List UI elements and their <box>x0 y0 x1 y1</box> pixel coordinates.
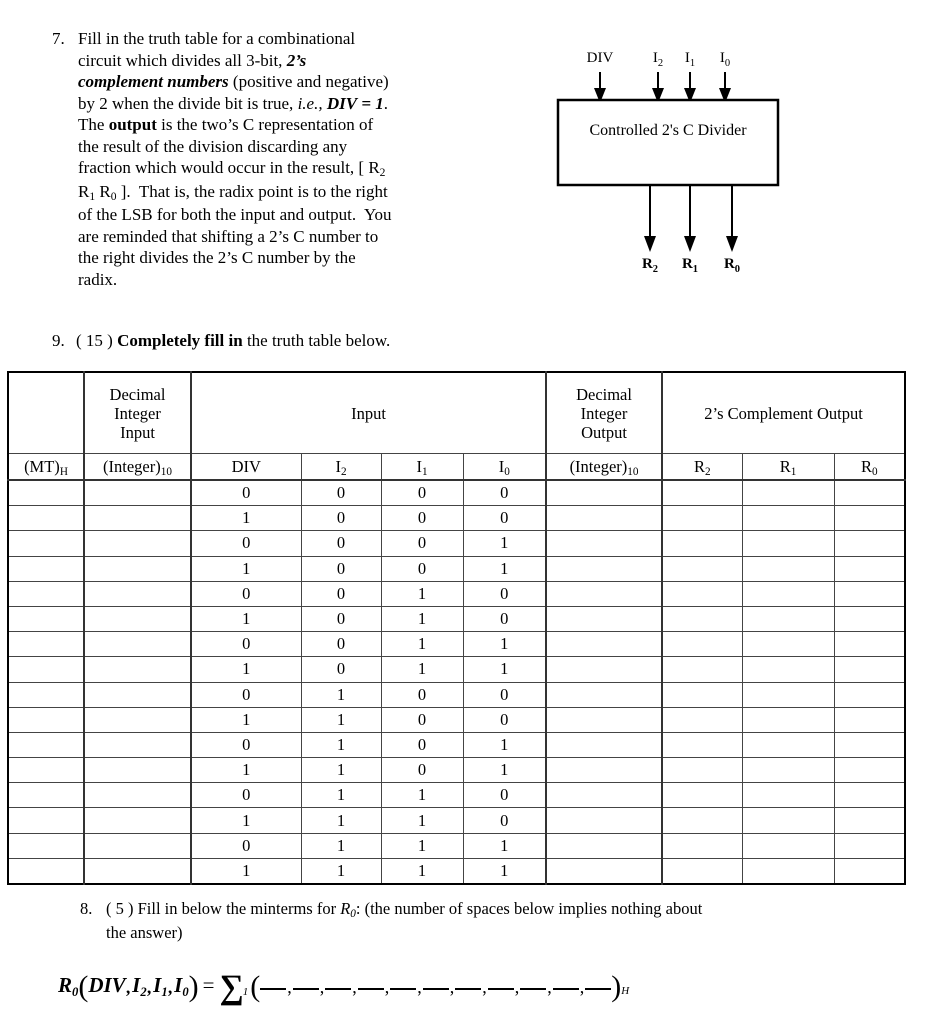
cell-i2: 0 <box>301 556 381 581</box>
formula-args: $DIV,I_2,I_1,I_0$ <box>88 972 189 999</box>
cell-r0[interactable] <box>834 707 905 732</box>
cell-r0[interactable] <box>834 480 905 506</box>
cell-i2: 1 <box>301 732 381 757</box>
input-arrow-i2 <box>652 72 664 103</box>
q7-line-2: circuit which divides all 3-bit, 2’s <box>78 50 307 70</box>
q7-line-6: the result of the division discarding any <box>78 136 348 156</box>
cell-i2: 1 <box>301 783 381 808</box>
cell-i2: 1 <box>301 858 381 884</box>
header-r1: $R_1$ <box>742 454 834 481</box>
table-row <box>8 783 905 808</box>
minterm-blank[interactable] <box>260 974 286 990</box>
cell-r1[interactable] <box>742 707 834 732</box>
truth-table-container <box>7 371 904 885</box>
cell-div: 0 <box>191 783 301 808</box>
cell-r2[interactable] <box>662 581 742 606</box>
cell-decimal-output[interactable] <box>546 606 662 631</box>
input-label-i0: $I_0$ <box>719 50 731 69</box>
cell-decimal-output[interactable] <box>546 682 662 707</box>
table-row <box>8 858 905 884</box>
cell-i1: 1 <box>381 581 463 606</box>
cell-mt[interactable] <box>8 732 84 757</box>
cell-r2[interactable] <box>662 833 742 858</box>
cell-i1: 0 <box>381 707 463 732</box>
cell-decimal-input[interactable] <box>84 682 191 707</box>
output-arrow-r0 <box>726 185 738 252</box>
cell-decimal-output[interactable] <box>546 480 662 506</box>
minterm-blank[interactable] <box>553 974 579 990</box>
cell-r2[interactable] <box>662 808 742 833</box>
minterm-comma: , <box>287 976 292 997</box>
minterm-comma: , <box>547 976 552 997</box>
cell-decimal-output[interactable] <box>546 758 662 783</box>
cell-decimal-output[interactable] <box>546 657 662 682</box>
cell-div: 0 <box>191 632 301 657</box>
minterm-blank[interactable] <box>520 974 546 990</box>
input-arrow-i1 <box>684 72 696 103</box>
cell-r1[interactable] <box>742 556 834 581</box>
cell-mt[interactable] <box>8 833 84 858</box>
cell-decimal-output[interactable] <box>546 858 662 884</box>
minterm-blank[interactable] <box>488 974 514 990</box>
q7-line-8: $R_1$ $R_0$ ]. That is, the radix point is to the right <box>78 181 388 203</box>
table-row <box>8 480 905 506</box>
formula-hex-subscript: H <box>621 985 630 997</box>
cell-decimal-output[interactable] <box>546 808 662 833</box>
cell-i1: 1 <box>381 632 463 657</box>
cell-i0: 1 <box>463 758 546 783</box>
cell-i2: 0 <box>301 480 381 506</box>
cell-mt[interactable] <box>8 606 84 631</box>
question-9 <box>52 330 752 352</box>
cell-decimal-output[interactable] <box>546 783 662 808</box>
header-integer-dec-in: $(Integer)_{10}$ <box>84 454 191 481</box>
minterm-comma: , <box>579 976 585 997</box>
minterm-comma: , <box>319 976 325 997</box>
minterm-comma: , <box>384 976 390 997</box>
header-i1: $I_1$ <box>381 454 463 481</box>
question-8 <box>80 898 880 943</box>
cell-i2: 0 <box>301 531 381 556</box>
cell-r0[interactable] <box>834 606 905 631</box>
cell-mt[interactable] <box>8 632 84 657</box>
cell-r2[interactable] <box>662 657 742 682</box>
cell-i0: 1 <box>463 657 546 682</box>
cell-decimal-input[interactable] <box>84 808 191 833</box>
cell-i1: 1 <box>381 657 463 682</box>
cell-div: 0 <box>191 732 301 757</box>
q7-line-1: Fill in the truth table for a combinational <box>78 29 356 48</box>
question-9-text <box>76 330 752 352</box>
cell-r1[interactable] <box>742 833 834 858</box>
cell-mt[interactable] <box>8 531 84 556</box>
cell-i1: 1 <box>381 783 463 808</box>
table-header-top-row <box>8 372 905 454</box>
cell-i2: 0 <box>301 506 381 531</box>
cell-mt[interactable] <box>8 506 84 531</box>
cell-i2: 0 <box>301 632 381 657</box>
q7-line-5: The output is the two’s C representation of <box>78 115 374 134</box>
cell-decimal-output[interactable] <box>546 556 662 581</box>
cell-i2: 1 <box>301 758 381 783</box>
q7-line-9: of the LSB for both the input and output. You <box>78 205 392 224</box>
cell-div: 0 <box>191 480 301 506</box>
q8-text-b: : (the number of spaces below implies nothing about <box>355 899 703 918</box>
cell-mt[interactable] <box>8 480 84 506</box>
minterm-comma: , <box>417 976 422 997</box>
minterm-blank[interactable] <box>390 974 416 990</box>
divider-box-label: Controlled 2's C Divider <box>589 122 747 139</box>
cell-mt[interactable] <box>8 808 84 833</box>
cell-decimal-input[interactable] <box>84 556 191 581</box>
input-arrow-i0 <box>719 72 731 103</box>
cell-decimal-input[interactable] <box>84 833 191 858</box>
cell-r1[interactable] <box>742 682 834 707</box>
cell-r2[interactable] <box>662 531 742 556</box>
cell-r2[interactable] <box>662 506 742 531</box>
cell-div: 1 <box>191 707 301 732</box>
circuit-diagram <box>520 30 940 280</box>
truth-table-body <box>8 480 905 884</box>
cell-r2[interactable] <box>662 632 742 657</box>
header-i0: $I_0$ <box>463 454 546 481</box>
cell-i2: 0 <box>301 657 381 682</box>
cell-r2[interactable] <box>662 732 742 757</box>
question-7-number: 7. <box>52 29 65 48</box>
minterm-blank[interactable] <box>358 974 384 990</box>
cell-div: 0 <box>191 531 301 556</box>
cell-i0: 0 <box>463 506 546 531</box>
table-row <box>8 707 905 732</box>
summation-subscript: 1 <box>242 986 249 998</box>
cell-i0: 0 <box>463 480 546 506</box>
minterm-comma: , <box>352 976 357 997</box>
cell-decimal-output[interactable] <box>546 732 662 757</box>
cell-decimal-output[interactable] <box>546 632 662 657</box>
cell-decimal-input[interactable] <box>84 707 191 732</box>
cell-div: 1 <box>191 606 301 631</box>
cell-r1[interactable] <box>742 506 834 531</box>
cell-i1: 0 <box>381 531 463 556</box>
header-div: DIV <box>191 454 301 481</box>
cell-i0: 0 <box>463 606 546 631</box>
cell-r1[interactable] <box>742 758 834 783</box>
cell-i1: 1 <box>381 833 463 858</box>
circuit-diagram-svg <box>520 30 940 280</box>
cell-r1[interactable] <box>742 606 834 631</box>
cell-div: 1 <box>191 858 301 884</box>
cell-i0: 1 <box>463 632 546 657</box>
cell-i1: 1 <box>381 808 463 833</box>
cell-decimal-input[interactable] <box>84 632 191 657</box>
header-decimal-integer-input: Decimal Integer Input <box>84 372 191 454</box>
table-row <box>8 506 905 531</box>
formula-lhs: $R_0$ <box>58 972 79 999</box>
question-7 <box>52 28 472 290</box>
cell-r1[interactable] <box>742 808 834 833</box>
output-arrow-r2 <box>644 185 656 252</box>
input-label-i1: $I_1$ <box>684 50 696 69</box>
table-row <box>8 833 905 858</box>
cell-mt[interactable] <box>8 707 84 732</box>
minterm-blank[interactable] <box>423 974 449 990</box>
output-label-r1: $R_1$ <box>681 256 699 275</box>
table-header-sub-row <box>8 454 905 481</box>
cell-i1: 0 <box>381 556 463 581</box>
cell-decimal-input[interactable] <box>84 858 191 884</box>
cell-r1[interactable] <box>742 581 834 606</box>
cell-mt[interactable] <box>8 657 84 682</box>
minterm-comma: , <box>514 976 520 997</box>
table-row <box>8 531 905 556</box>
table-row <box>8 682 905 707</box>
q8-line-1 <box>106 898 880 922</box>
cell-r2[interactable] <box>662 682 742 707</box>
cell-r0[interactable] <box>834 581 905 606</box>
cell-decimal-input[interactable] <box>84 506 191 531</box>
table-row <box>8 657 905 682</box>
q7-line-12: radix. <box>78 269 118 289</box>
cell-decimal-output[interactable] <box>546 531 662 556</box>
cell-i1: 0 <box>381 506 463 531</box>
header-i2: $I_2$ <box>301 454 381 481</box>
output-label-r0: $R_0$ <box>723 256 741 275</box>
cell-mt[interactable] <box>8 581 84 606</box>
cell-i0: 0 <box>463 707 546 732</box>
minterm-blank[interactable] <box>455 974 481 990</box>
cell-i0: 1 <box>463 833 546 858</box>
cell-i2: 1 <box>301 682 381 707</box>
question-9-number: 9. <box>52 331 65 350</box>
q8-line-2: the answer) <box>106 923 183 942</box>
q7-line-4: by 2 when the divide bit is true, i.e., DIV = 1. <box>78 93 389 113</box>
table-row <box>8 556 905 581</box>
cell-r2[interactable] <box>662 556 742 581</box>
minterm-blank[interactable] <box>293 974 319 990</box>
cell-div: 1 <box>191 657 301 682</box>
cell-r1[interactable] <box>742 480 834 506</box>
cell-i0: 0 <box>463 808 546 833</box>
cell-r0[interactable] <box>834 682 905 707</box>
header-mt-hex: $(MT)_H$ <box>8 454 84 481</box>
cell-i0: 1 <box>463 732 546 757</box>
cell-i1: 0 <box>381 732 463 757</box>
cell-div: 0 <box>191 833 301 858</box>
cell-r2[interactable] <box>662 606 742 631</box>
output-arrow-r1 <box>684 185 696 252</box>
cell-i0: 0 <box>463 783 546 808</box>
cell-i2: 0 <box>301 581 381 606</box>
cell-mt[interactable] <box>8 758 84 783</box>
output-label-r2: $R_2$ <box>641 256 659 275</box>
cell-r2[interactable] <box>662 783 742 808</box>
header-decimal-integer-output: Decimal Integer Output <box>546 372 662 454</box>
truth-table <box>7 371 906 885</box>
question-8-number: 8. <box>80 899 93 918</box>
cell-div: 0 <box>191 682 301 707</box>
input-label-i2: $I_2$ <box>652 50 664 69</box>
cell-decimal-input[interactable] <box>84 531 191 556</box>
header-integer-dec-out: $(Integer)_{10}$ <box>546 454 662 481</box>
cell-r1[interactable] <box>742 858 834 884</box>
cell-r1[interactable] <box>742 657 834 682</box>
cell-r1[interactable] <box>742 732 834 757</box>
cell-i1: 0 <box>381 758 463 783</box>
cell-i0: 1 <box>463 556 546 581</box>
cell-r0[interactable] <box>834 732 905 757</box>
cell-r0[interactable] <box>834 632 905 657</box>
cell-decimal-output[interactable] <box>546 506 662 531</box>
cell-i2: 1 <box>301 707 381 732</box>
cell-decimal-input[interactable] <box>84 657 191 682</box>
question-9-points: ( 15 ) <box>76 331 113 350</box>
header-input-group: Input <box>191 372 546 454</box>
question-7-text <box>78 28 472 290</box>
cell-i1: 1 <box>381 858 463 884</box>
input-label-div: DIV <box>586 50 614 66</box>
question-8-text <box>106 898 880 943</box>
cell-i0: 0 <box>463 682 546 707</box>
cell-i1: 1 <box>381 606 463 631</box>
header-blank-corner <box>8 372 84 454</box>
cell-r0[interactable] <box>834 858 905 884</box>
cell-r1[interactable] <box>742 632 834 657</box>
table-row <box>8 632 905 657</box>
header-twos-complement-output: 2’s Complement Output <box>662 372 905 454</box>
formula-equals: = <box>202 972 215 997</box>
cell-div: 1 <box>191 506 301 531</box>
cell-decimal-output[interactable] <box>546 833 662 858</box>
table-row <box>8 808 905 833</box>
minterm-blanks[interactable] <box>260 973 611 998</box>
cell-i1: 0 <box>381 480 463 506</box>
table-row <box>8 581 905 606</box>
cell-i2: 1 <box>301 808 381 833</box>
cell-div: 1 <box>191 808 301 833</box>
cell-r0[interactable] <box>834 833 905 858</box>
cell-mt[interactable] <box>8 682 84 707</box>
cell-r2[interactable] <box>662 707 742 732</box>
question-8-points: ( 5 ) <box>106 899 134 918</box>
cell-r2[interactable] <box>662 858 742 884</box>
cell-r0[interactable] <box>834 556 905 581</box>
minterm-comma: , <box>482 976 487 997</box>
cell-r0[interactable] <box>834 657 905 682</box>
minterm-comma: , <box>449 976 455 997</box>
cell-div: 1 <box>191 758 301 783</box>
cell-mt[interactable] <box>8 858 84 884</box>
cell-decimal-output[interactable] <box>546 707 662 732</box>
cell-decimal-input[interactable] <box>84 732 191 757</box>
cell-i2: 0 <box>301 606 381 631</box>
cell-r1[interactable] <box>742 531 834 556</box>
cell-div: 0 <box>191 581 301 606</box>
cell-r0[interactable] <box>834 531 905 556</box>
cell-decimal-input[interactable] <box>84 581 191 606</box>
cell-decimal-input[interactable] <box>84 783 191 808</box>
table-row <box>8 606 905 631</box>
cell-r0[interactable] <box>834 506 905 531</box>
cell-i0: 1 <box>463 531 546 556</box>
cell-r0[interactable] <box>834 808 905 833</box>
minterm-blank[interactable] <box>325 974 351 990</box>
cell-i0: 0 <box>463 581 546 606</box>
q7-line-3: complement numbers (positive and negative) <box>78 72 389 91</box>
q7-line-11: the right divides the 2’s C number by the <box>78 248 356 267</box>
cell-decimal-input[interactable] <box>84 480 191 506</box>
table-row <box>8 732 905 757</box>
cell-mt[interactable] <box>8 783 84 808</box>
q7-line-7: fraction which would occur in the result, [ $R_2$ <box>78 158 386 180</box>
minterm-formula: $R_0$ ( $DIV,I_2,I_1,I_0$ ) = ∑ 1 ( , , , , , , , , , , ) H <box>58 969 630 1006</box>
cell-r0[interactable] <box>834 783 905 808</box>
q8-var-r0: $R_0$ <box>340 899 356 921</box>
cell-r0[interactable] <box>834 758 905 783</box>
cell-mt[interactable] <box>8 556 84 581</box>
minterm-blank[interactable] <box>585 974 611 990</box>
cell-i1: 0 <box>381 682 463 707</box>
cell-decimal-output[interactable] <box>546 581 662 606</box>
question-9-bold: Completely fill in <box>117 331 243 350</box>
cell-i0: 1 <box>463 858 546 884</box>
cell-div: 1 <box>191 556 301 581</box>
cell-decimal-input[interactable] <box>84 758 191 783</box>
cell-r1[interactable] <box>742 783 834 808</box>
header-r0: $R_0$ <box>834 454 905 481</box>
cell-r2[interactable] <box>662 480 742 506</box>
divider-box <box>558 100 778 185</box>
input-arrow-div <box>594 72 606 103</box>
cell-r2[interactable] <box>662 758 742 783</box>
cell-decimal-input[interactable] <box>84 606 191 631</box>
cell-i2: 1 <box>301 833 381 858</box>
header-r2: $R_2$ <box>662 454 742 481</box>
table-row <box>8 758 905 783</box>
q8-text-a: Fill in below the minterms for <box>137 899 341 918</box>
question-9-rest: the truth table below. <box>242 331 391 350</box>
q7-line-10: are reminded that shifting a 2’s C number to <box>78 226 379 246</box>
